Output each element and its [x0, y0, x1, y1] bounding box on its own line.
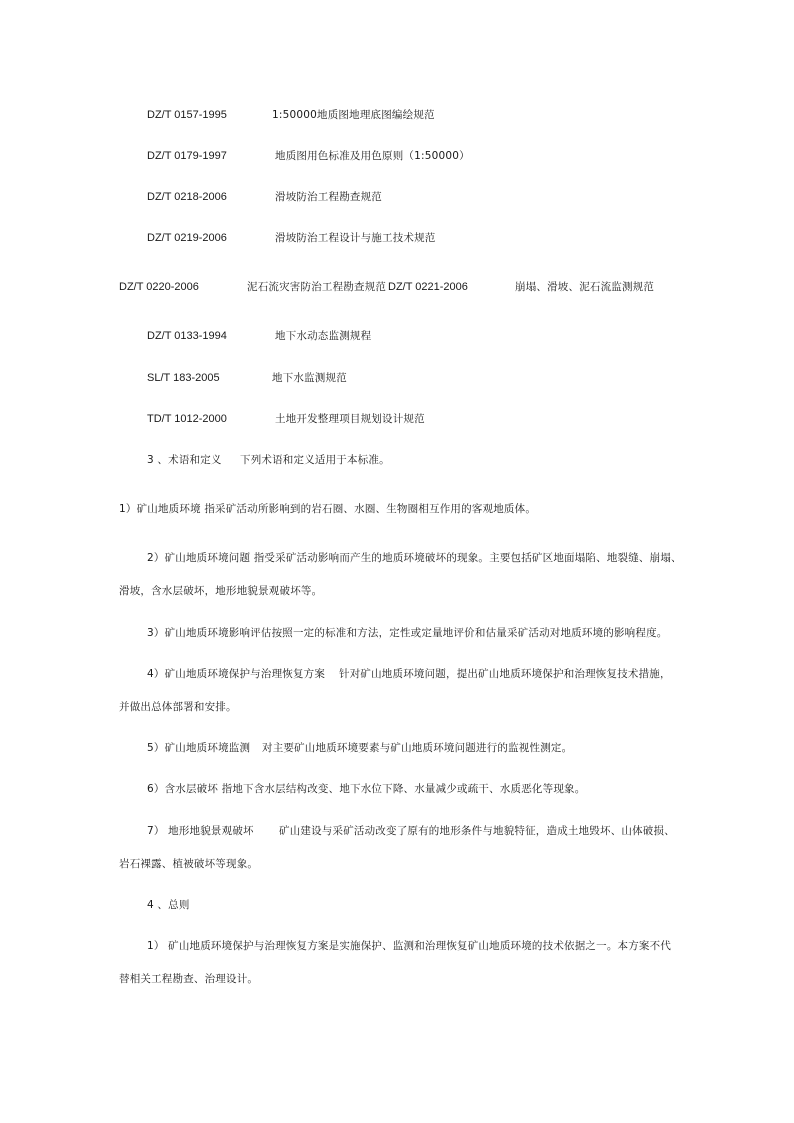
term-label: 5）矿山地质环境监测 — [147, 742, 251, 754]
standard-code: DZ/T 0133-1994 — [147, 330, 227, 342]
term-text: 6）含水层破坏 指地下含水层结构改变、地下水位下降、水量减少或疏干、水质恶化等现象。 — [147, 783, 586, 795]
term-text: 滑坡，含水层破坏，地形地貌景观破坏等。 — [119, 585, 323, 597]
standard-code: DZ/T 0157-1995 — [147, 109, 227, 121]
standard-title: 地质图用色标准及用色原则（1:50000） — [275, 150, 470, 162]
standard-title: 滑坡防治工程设计与施工技术规范 — [275, 232, 436, 244]
standard-code: DZ/T 0219-2006 — [147, 232, 227, 244]
term-text: 3）矿山地质环境影响评估按照一定的标准和方法，定性或定量地评价和估量采矿活动对地质环境的影响程度。 — [147, 627, 668, 639]
standard-title: 地下水监测规范 — [272, 372, 347, 384]
section-heading: 3 、术语和定义 — [147, 454, 222, 466]
term-text: 矿山建设与采矿活动改变了原有的地形条件与地貌特征，造成土地毁坏、山体破损、 — [279, 825, 675, 837]
term-text: 岩石裸露、植被破坏等现象。 — [119, 858, 259, 870]
standard-code: SL/T 183-2005 — [147, 372, 220, 384]
term-text: 并做出总体部署和安排。 — [119, 701, 237, 713]
standard-title: 崩塌、滑坡、泥石流监测规范 — [515, 281, 655, 293]
standard-code: DZ/T 0221-2006 — [388, 281, 468, 293]
standard-code: DZ/T 0218-2006 — [147, 191, 227, 203]
standard-title: 1:50000地质图地理底图编绘规范 — [272, 109, 435, 121]
standard-title: 地下水动态监测规程 — [275, 330, 372, 342]
term-text: 对主要矿山地质环境要素与矿山地质环境问题进行的监视性测定。 — [262, 742, 573, 754]
standard-code: DZ/T 0179-1997 — [147, 150, 227, 162]
section-intro: 下列术语和定义适用于本标准。 — [240, 454, 390, 466]
standard-title: 土地开发整理项目规划设计规范 — [275, 413, 425, 425]
standard-title: 滑坡防治工程勘查规范 — [275, 191, 382, 203]
standard-code: DZ/T 0220-2006 — [119, 281, 199, 293]
term-text: 2）矿山地质环境问题 指受采矿活动影响而产生的地质环境破坏的现象。主要包括矿区地面塌陷、地裂缝、崩塌、 — [147, 552, 682, 564]
paragraph-text: 1） 矿山地质环境保护与治理恢复方案是实施保护、监测和治理恢复矿山地质环境的技术依据之一。本方案不代 — [147, 940, 672, 952]
term-text: 针对矿山地质环境问题，提出矿山地质环境保护和治理恢复技术措施， — [339, 668, 671, 680]
term-label: 4）矿山地质环境保护与治理恢复方案 — [147, 668, 326, 680]
standard-code: TD/T 1012-2000 — [147, 413, 227, 425]
standard-title: 泥石流灾害防治工程勘查规范 — [247, 281, 387, 293]
term-label: 7） 地形地貌景观破坏 — [147, 825, 254, 837]
section-heading: 4 、总则 — [147, 899, 190, 911]
paragraph-text: 替相关工程勘查、治理设计。 — [119, 973, 259, 985]
term-text: 1）矿山地质环境 指采矿活动所影响到的岩石圈、水圈、生物圈相互作用的客观地质体。 — [119, 503, 537, 515]
